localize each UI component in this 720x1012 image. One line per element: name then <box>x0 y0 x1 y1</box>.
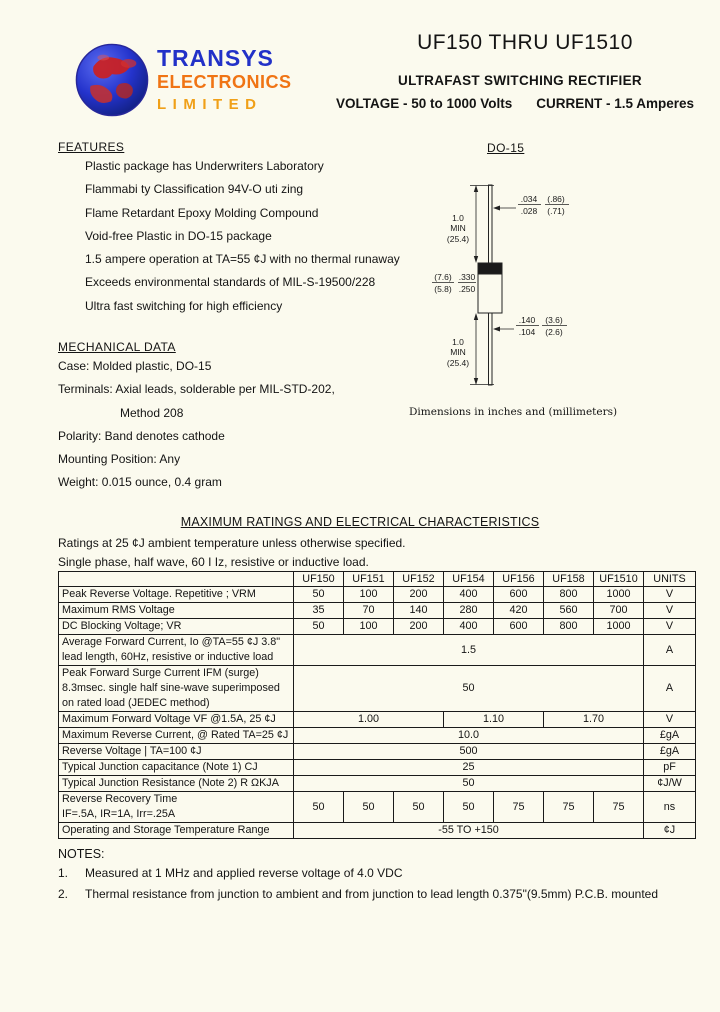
column-header-uf1510: UF1510 <box>594 572 644 587</box>
globe-logo-icon <box>74 42 150 118</box>
row-label: Typical Junction capacitance (Note 1) CJ <box>59 760 294 776</box>
company-name-limited: LIMITED <box>157 95 263 113</box>
feature-item-2: Flammabi ty Classification 94V-O uti zing <box>85 182 304 197</box>
column-header-uf156: UF156 <box>494 572 544 587</box>
unit-cell: £gA <box>644 728 696 744</box>
value-cell: 50 <box>294 666 644 712</box>
body-length-in-min: .250 <box>458 284 476 294</box>
company-name-electronics: ELECTRONICS <box>157 72 292 92</box>
unit-cell: V <box>644 619 696 635</box>
column-header-uf151: UF151 <box>344 572 394 587</box>
value-cell: 1.5 <box>294 635 644 666</box>
row-label: Reverse Recovery Time IF=.5A, IR=1A, Irr=.25A <box>59 792 294 823</box>
do15-package-drawing <box>408 177 618 409</box>
body-diameter-in-max: .140 <box>518 315 536 325</box>
column-header-blank <box>59 572 294 587</box>
body-length-in-max: .330 <box>458 272 476 282</box>
voltage-range: VOLTAGE - 50 to 1000 Volts <box>335 96 513 111</box>
features-heading: FEATURES <box>58 140 125 154</box>
row-label: Maximum Forward Voltage VF @1.5A, 25 ¢J <box>59 712 294 728</box>
value-cell: 75 <box>494 792 544 823</box>
value-cell: 35 <box>294 603 344 619</box>
value-cell: 100 <box>344 587 394 603</box>
mechanical-line-4: Polarity: Band denotes cathode <box>58 428 225 443</box>
value-cell: 800 <box>544 619 594 635</box>
table-header-row <box>59 572 696 587</box>
value-cell: 100 <box>344 619 394 635</box>
mechanical-line-1: Case: Molded plastic, DO-15 <box>58 359 212 373</box>
lead-length-bottom-mm: (25.4) <box>446 358 470 368</box>
column-header-units: UNITS <box>644 572 696 587</box>
features-list <box>85 159 400 322</box>
lead-length-bottom-min: MIN <box>450 347 466 357</box>
value-cell: 1000 <box>594 619 644 635</box>
value-cell: 1.00 <box>294 712 444 728</box>
column-header-uf158: UF158 <box>544 572 594 587</box>
value-cell: -55 TO +150 <box>294 823 644 839</box>
column-header-uf154: UF154 <box>444 572 494 587</box>
lead-diameter-in-min: .028 <box>520 206 538 216</box>
part-number-title: UF150 THRU UF1510 <box>417 31 633 54</box>
note-number: 1. <box>58 866 69 880</box>
row-label: Typical Junction Resistance (Note 2) R ΩKJA <box>59 776 294 792</box>
mechanical-line-5: Mounting Position: Any <box>58 452 181 467</box>
table-row-1 <box>59 587 696 603</box>
table-row-11 <box>59 792 696 823</box>
lead-length-top: 1.0 <box>452 213 464 223</box>
ratings-heading: MAXIMUM RATINGS AND ELECTRICAL CHARACTERISTICS <box>180 515 540 529</box>
row-label: Peak Forward Surge Current IFM (surge) 8.3msec. single half sine-wave superimposed on rated load (JEDEC method) <box>59 666 294 712</box>
value-cell: 140 <box>394 603 444 619</box>
mechanical-line-2: Terminals: Axial leads, solderable per MIL-STD-202, <box>58 382 335 397</box>
lead-diameter-mm-max: (.86) <box>547 194 565 204</box>
value-cell: 1000 <box>594 587 644 603</box>
note-text: Measured at 1 MHz and applied reverse voltage of 4.0 VDC <box>85 866 403 880</box>
value-cell: 200 <box>394 619 444 635</box>
value-cell: 50 <box>294 792 344 823</box>
company-name-transys: TRANSYS <box>157 45 274 71</box>
value-cell: 1.10 <box>444 712 544 728</box>
table-row-8 <box>59 744 696 760</box>
feature-item-7: Ultra fast switching for high efficiency <box>85 298 283 313</box>
value-cell: 50 <box>394 792 444 823</box>
feature-item-5: 1.5 ampere operation at TA=55 ¢J with no thermal runaway <box>85 252 400 267</box>
note-text: Thermal resistance from junction to ambient and from junction to lead length 0.375"(9.5mm) P.C.B. mounted <box>85 887 658 901</box>
table-row-7 <box>59 728 696 744</box>
row-label: Reverse Voltage | TA=100 ¢J <box>59 744 294 760</box>
value-cell: 280 <box>444 603 494 619</box>
mechanical-line-3: Method 208 <box>120 405 184 420</box>
value-cell: 560 <box>544 603 594 619</box>
value-cell: 10.0 <box>294 728 644 744</box>
note-item-1 <box>58 866 698 880</box>
unit-cell: £gA <box>644 744 696 760</box>
value-cell: 25 <box>294 760 644 776</box>
row-label: Maximum Reverse Current, @ Rated TA=25 ¢J <box>59 728 294 744</box>
lead-length-top-min: MIN <box>450 223 466 233</box>
body-diameter-mm-max: (3.6) <box>545 315 563 325</box>
ratings-table <box>58 571 696 839</box>
value-cell: 700 <box>594 603 644 619</box>
lead-diameter-mm-min: (.71) <box>547 206 565 216</box>
notes-list <box>58 866 698 908</box>
value-cell: 75 <box>594 792 644 823</box>
column-header-uf152: UF152 <box>394 572 444 587</box>
row-label: Peak Reverse Voltage. Repetitive ; VRM <box>59 587 294 603</box>
value-cell: 50 <box>344 792 394 823</box>
unit-cell: A <box>644 666 696 712</box>
ratings-condition-1: Ratings at 25 ¢J ambient temperature unless otherwise specified. <box>58 536 406 550</box>
unit-cell: A <box>644 635 696 666</box>
unit-cell: ¢J/W <box>644 776 696 792</box>
mechanical-line-6: Weight: 0.015 ounce, 0.4 gram <box>58 475 222 490</box>
value-cell: 500 <box>294 744 644 760</box>
unit-cell: V <box>644 603 696 619</box>
value-cell: 50 <box>444 792 494 823</box>
dimensions-caption: Dimensions in inches and (millimeters) <box>409 406 618 418</box>
value-cell: 400 <box>444 587 494 603</box>
column-header-uf150: UF150 <box>294 572 344 587</box>
unit-cell: ns <box>644 792 696 823</box>
company-name-block <box>157 42 292 118</box>
table-row-6 <box>59 712 696 728</box>
voltage-current-line <box>315 96 715 111</box>
value-cell: 50 <box>294 587 344 603</box>
feature-item-1: Plastic package has Underwriters Laboratory <box>85 159 324 173</box>
table-row-4 <box>59 635 696 666</box>
body-length-mm-min: (5.8) <box>434 284 452 294</box>
lead-diameter-in-max: .034 <box>520 194 538 204</box>
feature-item-3: Flame Retardant Epoxy Molding Compound <box>85 205 319 220</box>
table-row-2 <box>59 603 696 619</box>
row-label: DC Blocking Voltage; VR <box>59 619 294 635</box>
value-cell: 50 <box>294 776 644 792</box>
mechanical-data-heading: MECHANICAL DATA <box>58 340 176 354</box>
company-logo <box>74 42 292 118</box>
value-cell: 70 <box>344 603 394 619</box>
body-length-mm-max: (7.6) <box>434 272 452 282</box>
unit-cell: pF <box>644 760 696 776</box>
row-label: Maximum RMS Voltage <box>59 603 294 619</box>
unit-cell: V <box>644 712 696 728</box>
lead-length-bottom: 1.0 <box>452 337 464 347</box>
mechanical-data-list <box>58 359 335 499</box>
value-cell: 600 <box>494 619 544 635</box>
value-cell: 75 <box>544 792 594 823</box>
table-row-9 <box>59 760 696 776</box>
note-item-2 <box>58 887 698 901</box>
device-type-subtitle: ULTRAFAST SWITCHING RECTIFIER <box>398 73 642 88</box>
unit-cell: ¢J <box>644 823 696 839</box>
package-outline <box>478 185 502 385</box>
notes-heading: NOTES: <box>58 847 105 861</box>
unit-cell: V <box>644 587 696 603</box>
body-diameter-in-min: .104 <box>518 327 536 337</box>
table-row-5 <box>59 666 696 712</box>
value-cell: 800 <box>544 587 594 603</box>
feature-item-6: Exceeds environmental standards of MIL-S-19500/228 <box>85 275 376 290</box>
value-cell: 420 <box>494 603 544 619</box>
ratings-condition-2: Single phase, half wave, 60 I Iz, resistive or inductive load. <box>58 555 369 569</box>
feature-item-4: Void-free Plastic in DO-15 package <box>85 228 272 243</box>
note-number: 2. <box>58 887 69 901</box>
value-cell: 400 <box>444 619 494 635</box>
value-cell: 200 <box>394 587 444 603</box>
current-rating: CURRENT - 1.5 Amperes <box>536 96 695 111</box>
table-row-10 <box>59 776 696 792</box>
table-row-12 <box>59 823 696 839</box>
lead-length-top-mm: (25.4) <box>446 234 470 244</box>
package-label: DO-15 <box>487 141 525 155</box>
row-label: Average Forward Current, Io @TA=55 ¢J 3.8" lead length, 60Hz, resistive or inductive load <box>59 635 294 666</box>
body-diameter-mm-min: (2.6) <box>545 327 563 337</box>
value-cell: 600 <box>494 587 544 603</box>
table-row-3 <box>59 619 696 635</box>
value-cell: 1.70 <box>544 712 644 728</box>
row-label: Operating and Storage Temperature Range <box>59 823 294 839</box>
value-cell: 50 <box>294 619 344 635</box>
